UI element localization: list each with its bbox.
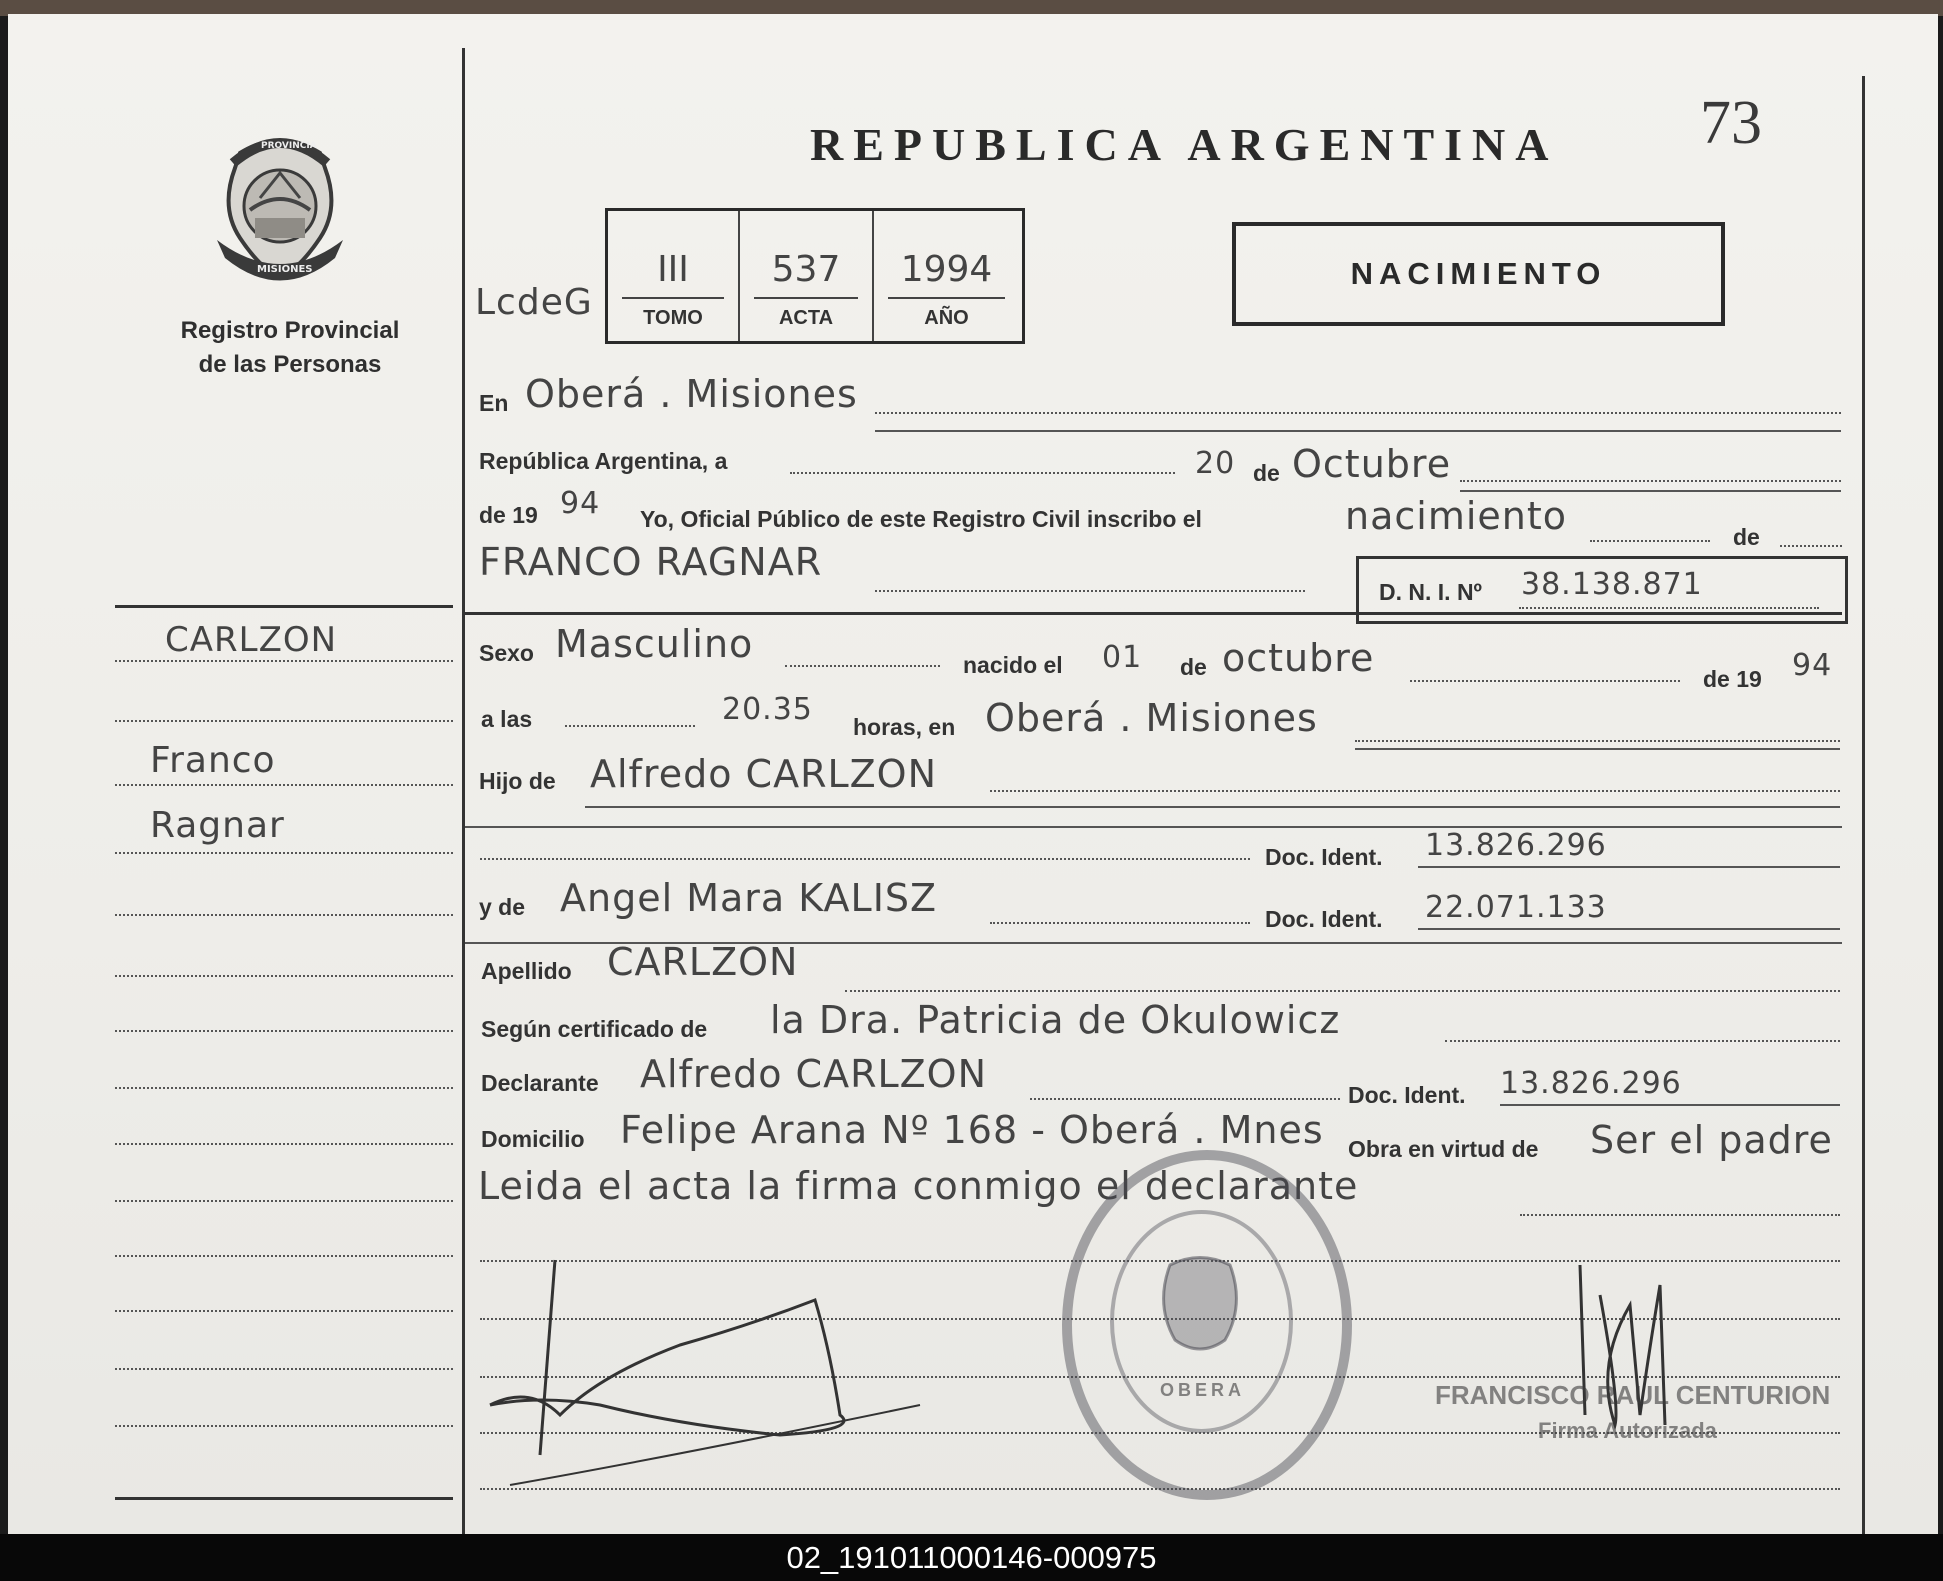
record-type-box: [1232, 222, 1725, 326]
tomo-cell: [608, 211, 740, 341]
sexo-line: [785, 665, 940, 667]
margin-line-4: [115, 852, 453, 854]
father-doc-label: Doc. Ident.: [1265, 844, 1383, 870]
a-las-label: a las: [481, 706, 533, 732]
registry-line-2: de las Personas: [198, 351, 382, 378]
birth-place-line: [1355, 740, 1840, 742]
republica-label: República Argentina, a: [479, 448, 728, 474]
acta-value: 537: [771, 249, 841, 290]
sexo-value: Masculino: [555, 622, 754, 666]
tomo-value: III: [657, 249, 689, 290]
birth-year-prefix: de 19: [1703, 666, 1762, 692]
margin-line-13: [115, 1368, 453, 1370]
apellido-value: CARLZON: [607, 940, 799, 984]
domicilio-label: Domicilio: [481, 1126, 585, 1152]
section-rule: [465, 612, 1842, 615]
dni-line: [1519, 607, 1819, 609]
date-rule: [1460, 490, 1841, 492]
child-name: FRANCO RAGNAR: [479, 540, 823, 584]
sexo-label: Sexo: [479, 640, 534, 666]
en-label: En: [479, 390, 509, 416]
declarante-value: Alfredo CARLZON: [640, 1052, 988, 1096]
event-value: nacimiento: [1345, 494, 1568, 538]
registry-line-1: Registro Provincial: [180, 317, 400, 344]
nacido-label: nacido el: [963, 652, 1063, 678]
place-value: Oberá . Misiones: [525, 372, 858, 416]
oficial-text: Yo, Oficial Público de este Registro Civil inscribo el: [640, 506, 1202, 532]
de-line: [1780, 545, 1842, 547]
de-label-2: de: [1733, 524, 1760, 550]
birth-year: 94: [1792, 648, 1833, 683]
obra-value: Ser el padre: [1590, 1118, 1833, 1162]
segun-label: Según certificado de: [481, 1016, 708, 1042]
stamp-emblem-icon: [1150, 1250, 1250, 1360]
column-divider: [462, 48, 465, 1534]
mother-doc-label: Doc. Ident.: [1265, 906, 1383, 932]
acta-cell: [740, 211, 874, 341]
birth-place-rule: [1355, 748, 1840, 750]
mother-name: Angel Mara KALISZ: [560, 876, 938, 920]
birth-day: 01: [1102, 640, 1143, 675]
image-id-footer: 02_191011000146-000975: [0, 1534, 1943, 1581]
declarante-line: [1030, 1098, 1340, 1100]
father-rule-2: [465, 826, 1842, 828]
horas-label: horas, en: [853, 714, 956, 740]
registry-name: [150, 314, 430, 382]
en-line: [875, 412, 1841, 414]
right-border: [1862, 76, 1865, 1534]
margin-given-1: Franco: [150, 740, 276, 781]
margin-line-2: [115, 720, 453, 722]
margin-line-1: [115, 660, 453, 662]
tomo-label: TOMO: [643, 307, 703, 329]
de-label-1: de: [1253, 460, 1280, 486]
stamp-text: OBERA: [1160, 1380, 1246, 1400]
en-rule: [875, 430, 1841, 432]
father-doc-line: [480, 858, 1250, 860]
father-doc: 13.826.296: [1425, 828, 1607, 863]
y-de-label: y de: [479, 894, 526, 920]
tomo-underline: [622, 297, 724, 299]
dni-value: 38.138.871: [1521, 567, 1703, 602]
official-caption: Firma Autorizada: [1538, 1418, 1717, 1443]
margin-line-8: [115, 1087, 453, 1089]
year-prefix: de 19: [479, 502, 538, 528]
day-value: 20: [1195, 446, 1236, 481]
birth-place: Oberá . Misiones: [985, 696, 1318, 740]
closing-text: Leida el acta la firma conmigo el declarante: [478, 1164, 1359, 1208]
declarante-doc-rule: [1500, 1104, 1840, 1106]
closing-line: [1520, 1214, 1840, 1216]
hijo-label: Hijo de: [479, 768, 556, 794]
page-number: 73: [1700, 89, 1762, 157]
margin-top-rule: [115, 605, 453, 608]
birth-month: octubre: [1222, 636, 1375, 680]
margin-bottom-rule: [115, 1497, 453, 1500]
province-seal-icon: [205, 128, 355, 288]
apellido-label: Apellido: [481, 958, 572, 984]
hora-line: [565, 725, 695, 727]
margin-line-7: [115, 1030, 453, 1032]
margin-line-14: [115, 1425, 453, 1427]
declarante-doc: 13.826.296: [1500, 1066, 1682, 1101]
obra-label: Obra en virtud de: [1348, 1136, 1539, 1162]
dni-label: D. N. I. Nº: [1379, 579, 1482, 605]
month-value: Octubre: [1292, 442, 1452, 486]
margin-given-2: Ragnar: [150, 805, 285, 846]
country-title: REPUBLICA ARGENTINA: [810, 119, 1559, 170]
mother-doc-rule: [1418, 928, 1840, 930]
margin-line-6: [115, 975, 453, 977]
father-doc-rule: [1418, 866, 1840, 868]
date-line-1: [790, 472, 1175, 474]
father-name: Alfredo CARLZON: [590, 752, 938, 796]
child-name-line: [875, 590, 1305, 592]
mother-line: [990, 922, 1250, 924]
father-line: [990, 790, 1840, 792]
ano-underline: [888, 297, 1005, 299]
event-line: [1590, 540, 1710, 542]
margin-surname: CARLZON: [165, 620, 338, 660]
hora-value: 20.35: [722, 692, 813, 727]
record-type-label: NACIMIENTO: [1350, 256, 1607, 291]
margin-line-12: [115, 1310, 453, 1312]
volume-box: [605, 208, 1025, 344]
mother-doc: 22.071.133: [1425, 890, 1607, 925]
acta-label: ACTA: [778, 307, 834, 329]
volume-prefix: LcdeG: [475, 282, 593, 323]
margin-line-9: [115, 1143, 453, 1145]
margin-line-10: [115, 1200, 453, 1202]
father-rule: [585, 806, 1840, 808]
birth-line: [1410, 680, 1680, 682]
apellido-line: [845, 990, 1840, 992]
official-name: FRANCISCO RAUL CENTURION: [1435, 1380, 1831, 1410]
declarant-signature: [480, 1255, 1000, 1495]
ano-label: AÑO: [924, 307, 969, 329]
seal-top-text: PROVINCIA: [261, 141, 317, 151]
certificado-value: la Dra. Patricia de Okulowicz: [770, 998, 1341, 1042]
ano-value: 1994: [900, 249, 993, 290]
seal-bottom-text: MISIONES: [257, 264, 313, 275]
domicilio-value: Felipe Arana Nº 168 - Oberá . Mnes: [620, 1108, 1324, 1152]
ano-cell: [874, 211, 1019, 341]
date-line-2: [1460, 480, 1841, 482]
certificado-line: [1445, 1040, 1840, 1042]
declarante-label: Declarante: [481, 1070, 599, 1096]
declarante-doc-label: Doc. Ident.: [1348, 1082, 1466, 1108]
margin-line-3: [115, 784, 453, 786]
margin-line-5: [115, 914, 453, 916]
acta-underline: [754, 297, 858, 299]
de-label-3: de: [1180, 654, 1207, 680]
margin-line-11: [115, 1255, 453, 1257]
year-value: 94: [560, 486, 601, 521]
